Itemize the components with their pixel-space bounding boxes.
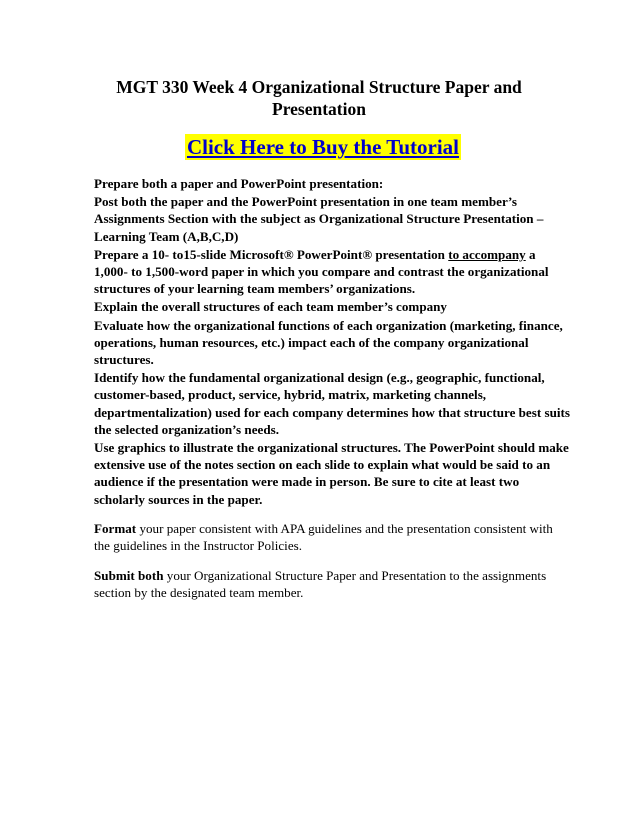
- submit-text: your Organizational Structure Paper and Presentation to the assignments section by the designated team member.: [94, 568, 547, 601]
- document-body: [94, 175, 570, 602]
- format-paragraph: [94, 520, 570, 554]
- tutorial-link-container: [0, 134, 638, 160]
- instruction-evaluate: Evaluate how the organizational functions of each organization (marketing, finance, operations, human resources, etc.) impact each of the company organizational structures.: [94, 317, 563, 368]
- instruction-explain: Explain the overall structures of each team member’s company: [94, 299, 447, 315]
- submit-lead: Submit both: [94, 568, 164, 584]
- format-text: your paper consistent with APA guidelines and the presentation consistent with the guidelines in the Instructor Policies.: [94, 520, 553, 554]
- instruction-post: Post both the paper and the PowerPoint presentation in one team member’s Assignments Section with the subject as Organizational Structure Presentation – Learning Team (A,B,C,D): [94, 194, 544, 244]
- format-lead: Format: [94, 520, 137, 536]
- prepare-text-before: Prepare a 10- to15-slide Microsoft® PowerPoint® presentation: [94, 246, 449, 262]
- prepare-text-underlined: to accompany: [448, 246, 526, 262]
- buy-tutorial-link[interactable]: Click Here to Buy the Tutorial: [186, 135, 460, 159]
- instruction-prepare-both: Prepare both a paper and PowerPoint presentation:: [94, 176, 384, 191]
- prepare-text-after: a 1,000- to 1,500-word paper in which you compare and contrast the organizational structures of your learning team members’ organizations.: [94, 246, 549, 297]
- document-title: MGT 330 Week 4 Organizational Structure Paper and Presentation: [116, 77, 522, 119]
- instruction-graphics: Use graphics to illustrate the organizational structures. The PowerPoint should make extensive use of the notes section on each slide to explain what would be said to an audience if the presentation were made in person. Be sure to cite at least two scholarly sources in the paper.: [94, 440, 569, 507]
- instruction-prepare-presentation: [94, 246, 570, 298]
- instruction-identify: Identify how the fundamental organizational design (e.g., geographic, functional, customer-based, product, service, hybrid, matrix, marketing channels, departmentalization) used for each company determines how that structure best suits the selected organization’s needs.: [94, 370, 570, 437]
- submit-paragraph: [94, 567, 570, 601]
